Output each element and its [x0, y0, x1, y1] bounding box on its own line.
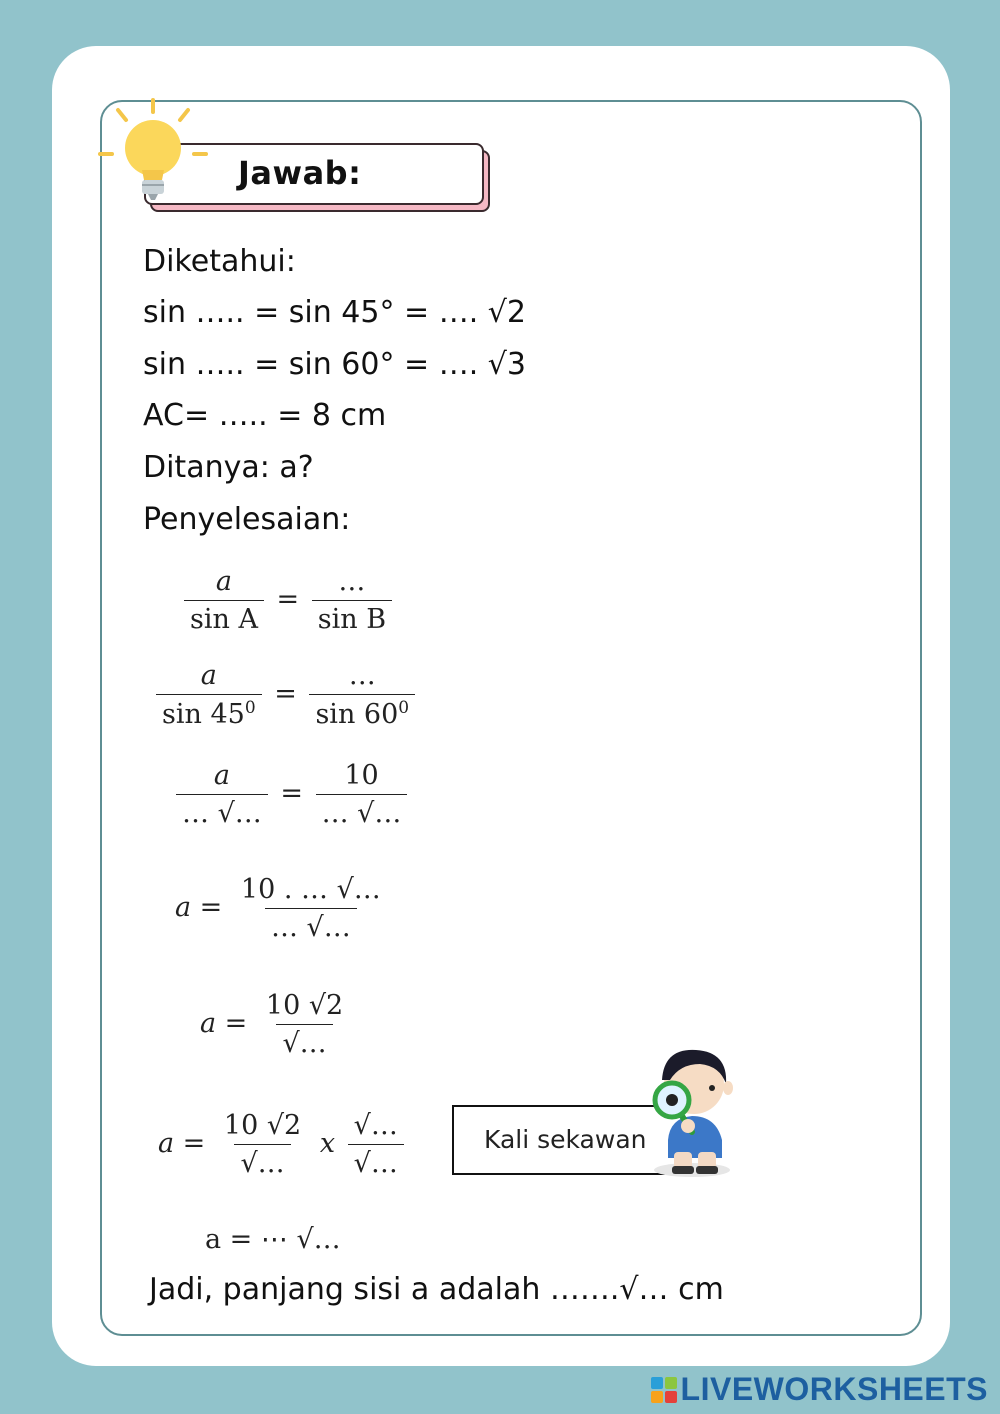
- equation-1: $\frac{a}{\text{sin A}}$ = $\frac{\dots}{\text{sin B}}$: [180, 566, 396, 635]
- diketahui-label: Diketahui:: [143, 244, 296, 279]
- equation-5: a = $\frac{10 √2}{√\dots}$: [200, 990, 344, 1059]
- lightbulb-icon: [98, 98, 208, 208]
- equation-2: $\frac{a}{\sin 45^0}$ = $\frac{\dots}{\sin 60^0}$: [152, 660, 419, 730]
- given-line-1: sin ….. = sin 45° = …. √2: [143, 295, 526, 330]
- footer-brand-text: LIVEWORKSHEETS: [680, 1371, 988, 1407]
- liveworksheets-logo-icon: [651, 1377, 677, 1403]
- boy-magnifier-illustration: [640, 1040, 750, 1180]
- given-line-3: AC= ….. = 8 cm: [143, 398, 387, 433]
- ditanya-line: Ditanya: a?: [143, 450, 314, 485]
- footer-brand: [651, 1371, 988, 1408]
- equation-4: a = $\frac{10 . \dots √\dots}{\dots √\dots}$: [175, 874, 381, 943]
- penyelesaian-label: Penyelesaian:: [143, 502, 351, 537]
- given-line-2: sin ….. = sin 60° = …. √3: [143, 347, 526, 382]
- hint-label: Kali sekawan: [484, 1125, 647, 1154]
- conclusion-line: Jadi, panjang sisi a adalah …….√… cm: [149, 1272, 724, 1307]
- equation-3: $\frac{a}{\dots √\dots}$ = $\frac{10}{\dots √\dots}$: [172, 760, 411, 829]
- header-title: Jawab:: [238, 154, 362, 192]
- equation-6: a = $\frac{10 √2}{√\dots}$ x $\frac{√\dots}{√\dots}$: [158, 1110, 408, 1179]
- equation-7: a = ⋯ √…: [205, 1224, 341, 1255]
